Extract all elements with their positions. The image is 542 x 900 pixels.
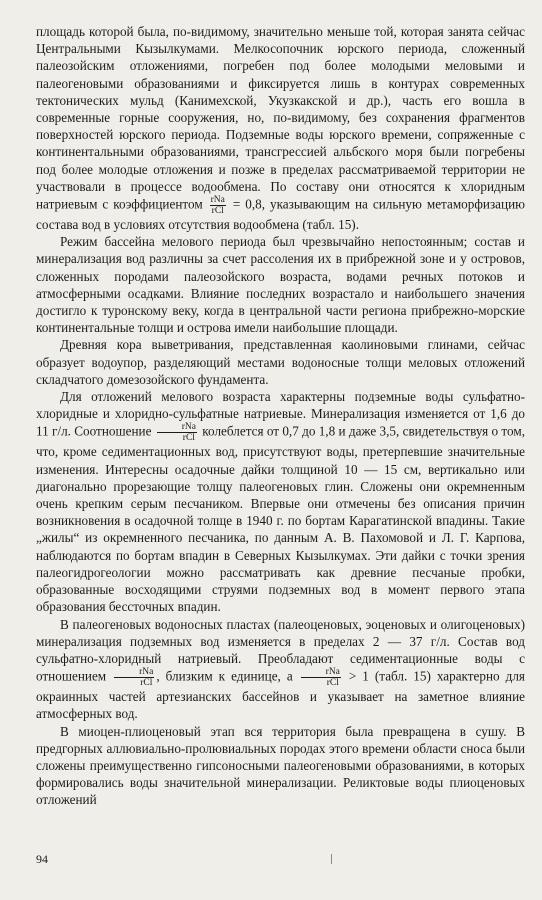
paragraph-6-text: В миоцен-плиоценовый этап вся территория была превращена в сушу. В предгорных аллювиально-пролювиальных породах этого времени области сноса были сложены преимущественно гипсоносными палеогеновыми образованиями, в которых формировались воды значительной минерализации. Реликтовые воды плиоценовых отложений [36, 723, 525, 808]
ratio-fraction [301, 667, 341, 688]
page-number: 94 [36, 852, 48, 866]
ratio-fraction [157, 422, 197, 443]
paragraph-3-text: Древняя кора выветривания, представленная каолиновыми глинами, сейчас образует водоупор, разделяющий местами водоносные толщи меловых отложений складчатого домезозойского фундамента. [36, 337, 525, 387]
fraction-numerator: rNa [157, 422, 197, 433]
paragraph-1-tail: = 0,8, указывающим на сильную метаморфизацию состава вод в условиях отсутствия водообмена (табл. 15). [36, 196, 525, 233]
paragraph-4-text: Для отложений мелового возраста характерны подземные воды сульфатно-хлоридные и хлоридно-сульфатные натриевые. Минерализация изменяется от 1,6 до 11 г/л. Соотношение [36, 389, 525, 439]
paragraph-1-text: площадь которой была, по-видимому, значительно меньше той, которая занята сейчас Центральными Кызылкумами. Мелкосопочник юрского периода, сложенный палеозойским отложениями, погребен под более молодыми меловыми и палеогеновыми образованиями и фиксируется лишь в контурах современных тектонических мульд (Канимехской, Укузкакской и др.), часть его вошла в современные горные сооружения, но, по-видимому, без сохранения фрагментов поверхностей юрского периода. Подземные воды юрского времени, сопряженные с континентальными образованиями, трансгрессией альбского моря были погребены под более молодые отложения и позже в пределах рассматриваемой территории не участвовали в процессе водообмена. По составу они относятся к хлоридным натриевым с коэффициентом [36, 24, 525, 212]
paragraph-2-text: Режим бассейна мелового периода был чрезвычайно непостоянным; состав и минерализация вод различны за счет рассоления их в прибрежной зоне и у островов, сложенных породами палеозойского возраста, водами речных потоков и атмосферными осадками. Влияние последних возрастало и наибольшего значения достигло к туронскому веку, когда в центральной части региона прибрежно-морские континентальные толщи и острова имели наибольшие площади. [36, 234, 525, 336]
fraction-denominator: rCl [211, 206, 224, 217]
paragraph-5 [36, 616, 525, 723]
paragraph-5-text: В палеогеновых водоносных пластах (палеоценовых, эоценовых и олигоценовых) минерализация подземных вод изменяется в пределах 2 — 37 г/л. Состав вод сульфатно-хлоридный натриевый. Преобладают седиментационные воды с отношением [36, 616, 525, 684]
paragraph-5-tail: > 1 (табл. 15) характерно для окраинных частей артезианских бассейнов и указывает на заметное влияние атмосферных вод. [36, 668, 525, 722]
fraction-denominator: rCl [182, 433, 195, 444]
fraction-denominator: rCl [140, 678, 153, 689]
fraction-numerator: rNa [301, 667, 341, 678]
fraction-numerator: rNa [114, 667, 154, 678]
paragraph-1 [36, 23, 525, 233]
body-text [36, 23, 525, 809]
paragraph-3 [36, 336, 525, 388]
fraction-denominator: rCl [326, 678, 339, 689]
fraction-numerator: rNa [210, 195, 225, 206]
print-mark [331, 854, 332, 864]
ratio-fraction [210, 195, 226, 216]
paragraph-6 [36, 723, 525, 809]
paragraph-4-tail: колеблется от 0,7 до 1,8 и даже 3,5, свидетельствуя о том, что, кроме седиментационных вод, присутствуют воды, претерпевшие значительные изменения. Интересны осадочные дайки толщиной 10 — 15 см, вертикально или диагонально прорезающие толщу палеогеновых глин. Сложены они окремненным очень крепким серым песчаником. Впервые они отмечены без описания причин возникновения в осадочной толще в 1940 г. по бортам Карагатинской впадины. Такие „жилы“ из окремненного песчаника, по данным А. В. Пахомовой и Л. Г. Карпова, наблюдаются по бортам впадин в Северных Кызылкумах. Эти дайки с точки зрения палеогидрогеологии можно рассматривать как древние песчаные пробки, образованные восходящими струями подземных вод в момент первого этапа образования бессточных впадин. [36, 424, 525, 615]
paragraph-5-mid: , близким к единице, а [156, 668, 299, 684]
paragraph-4 [36, 388, 525, 615]
ratio-fraction [114, 667, 154, 688]
paragraph-2 [36, 233, 525, 336]
